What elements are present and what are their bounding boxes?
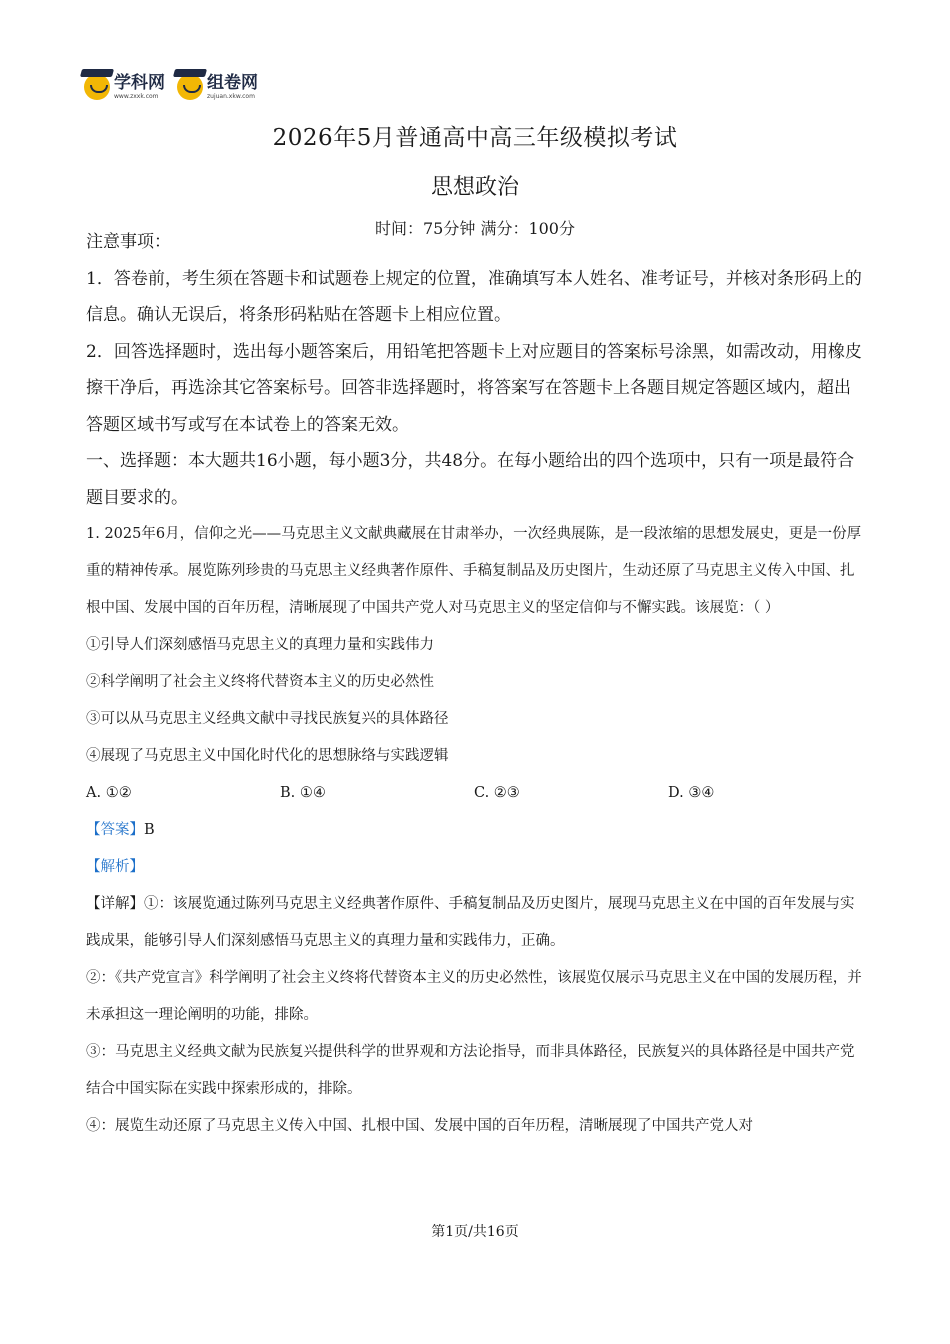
logo-name: 组卷网: [207, 72, 258, 93]
graduation-cap-icon: [84, 74, 110, 100]
detail-text: ①：该展览通过陈列马克思主义经典著作原件、手稿复制品及历史图片，展现马克思主义在中国的百年发展与实践成果，能够引导人们深刻感悟马克思主义的真理力量和实践伟力，正确。: [86, 896, 855, 949]
answer-options: [86, 775, 864, 812]
answer-label: 【答案】: [86, 822, 144, 838]
detail-paragraph: [86, 886, 864, 960]
xkw-logo[interactable]: [84, 74, 165, 100]
statement: ④展现了马克思主义中国化时代化的思想脉络与实践逻辑: [86, 748, 449, 764]
notices-heading: 注意事项：: [86, 232, 171, 252]
page-content: [86, 224, 864, 1145]
header-logos: [84, 74, 258, 100]
analysis-label: 【解析】: [86, 859, 144, 875]
statement: ③可以从马克思主义经典文献中寻找民族复兴的具体路径: [86, 711, 449, 727]
answer-line: [86, 812, 864, 849]
logo-name: 学科网: [114, 72, 165, 93]
option-b: B. ①④: [280, 785, 326, 801]
detail-paragraph: ③：马克思主义经典文献为民族复兴提供科学的世界观和方法论指导，而非具体路径，民族复兴的具体路径是中国共产党结合中国实际在实践中探索形成的，排除。: [86, 1044, 855, 1097]
detail-label: 【详解】: [86, 896, 144, 912]
option-d: D. ③④: [668, 785, 715, 801]
answer-value: B: [144, 822, 155, 838]
detail-paragraph: ②：《共产党宣言》科学阐明了社会主义终将代替资本主义的历史必然性，该展览仅展示马克思主义在中国的发展历程，并未承担这一理论阐明的功能，排除。: [86, 970, 862, 1023]
section-heading: 一、选择题：本大题共16小题，每小题3分，共48分。在每小题给出的四个选项中，只有一项是最符合题目要求的。: [86, 451, 855, 508]
option-c: C. ②③: [474, 785, 520, 801]
detail-paragraph: ④：展览生动还原了马克思主义传入中国、扎根中国、发展中国的百年历程，清晰展现了中国共产党人对: [86, 1118, 753, 1134]
exam-time-info: 时间：75分钟 满分：100分: [375, 219, 575, 238]
exam-subject: 思想政治: [430, 175, 519, 200]
notice-item: 1．答卷前，考生须在答题卡和试题卷上规定的位置，准确填写本人姓名、准考证号，并核对条形码上的信息。确认无误后，将条形码粘贴在答题卡上相应位置。: [86, 268, 862, 325]
zujuan-logo[interactable]: [177, 74, 258, 100]
page-number: 第1页/共16页: [431, 1224, 519, 1240]
option-a: A. ①②: [86, 785, 132, 801]
statement: ①引导人们深刻感悟马克思主义的真理力量和实践伟力: [86, 637, 434, 653]
logo-url: zujuan.xkw.com: [207, 92, 255, 100]
statement: ②科学阐明了社会主义终将代替资本主义的历史必然性: [86, 674, 434, 690]
graduation-cap-icon: [177, 74, 203, 100]
question-stem: 1. 2025年6月，信仰之光——马克思主义文献典藏展在甘肃举办，一次经典展陈，是一段浓缩的思想发展史，更是一份厚重的精神传承。展览陈列珍贵的马克思主义经典著作原件、手稿复制品及历史图片，生动还原了马克思主义传入中国、扎根中国、发展中国的百年历程，清晰展现了中国共产党人对马克思主义的坚定信仰与不懈实践。该展览：（ ）: [86, 526, 862, 616]
exam-title: 2026年5月普通高中高三年级模拟考试: [272, 125, 678, 151]
logo-url: www.zxxk.com: [114, 92, 159, 100]
notice-item: 2．回答选择题时，选出每小题答案后，用铅笔把答题卡上对应题目的答案标号涂黑，如需改动，用橡皮擦干净后，再选涂其它答案标号。回答非选择题时，将答案写在答题卡上各题目规定答题区域内，超出答题区域书写或写在本试卷上的答案无效。: [86, 341, 862, 435]
